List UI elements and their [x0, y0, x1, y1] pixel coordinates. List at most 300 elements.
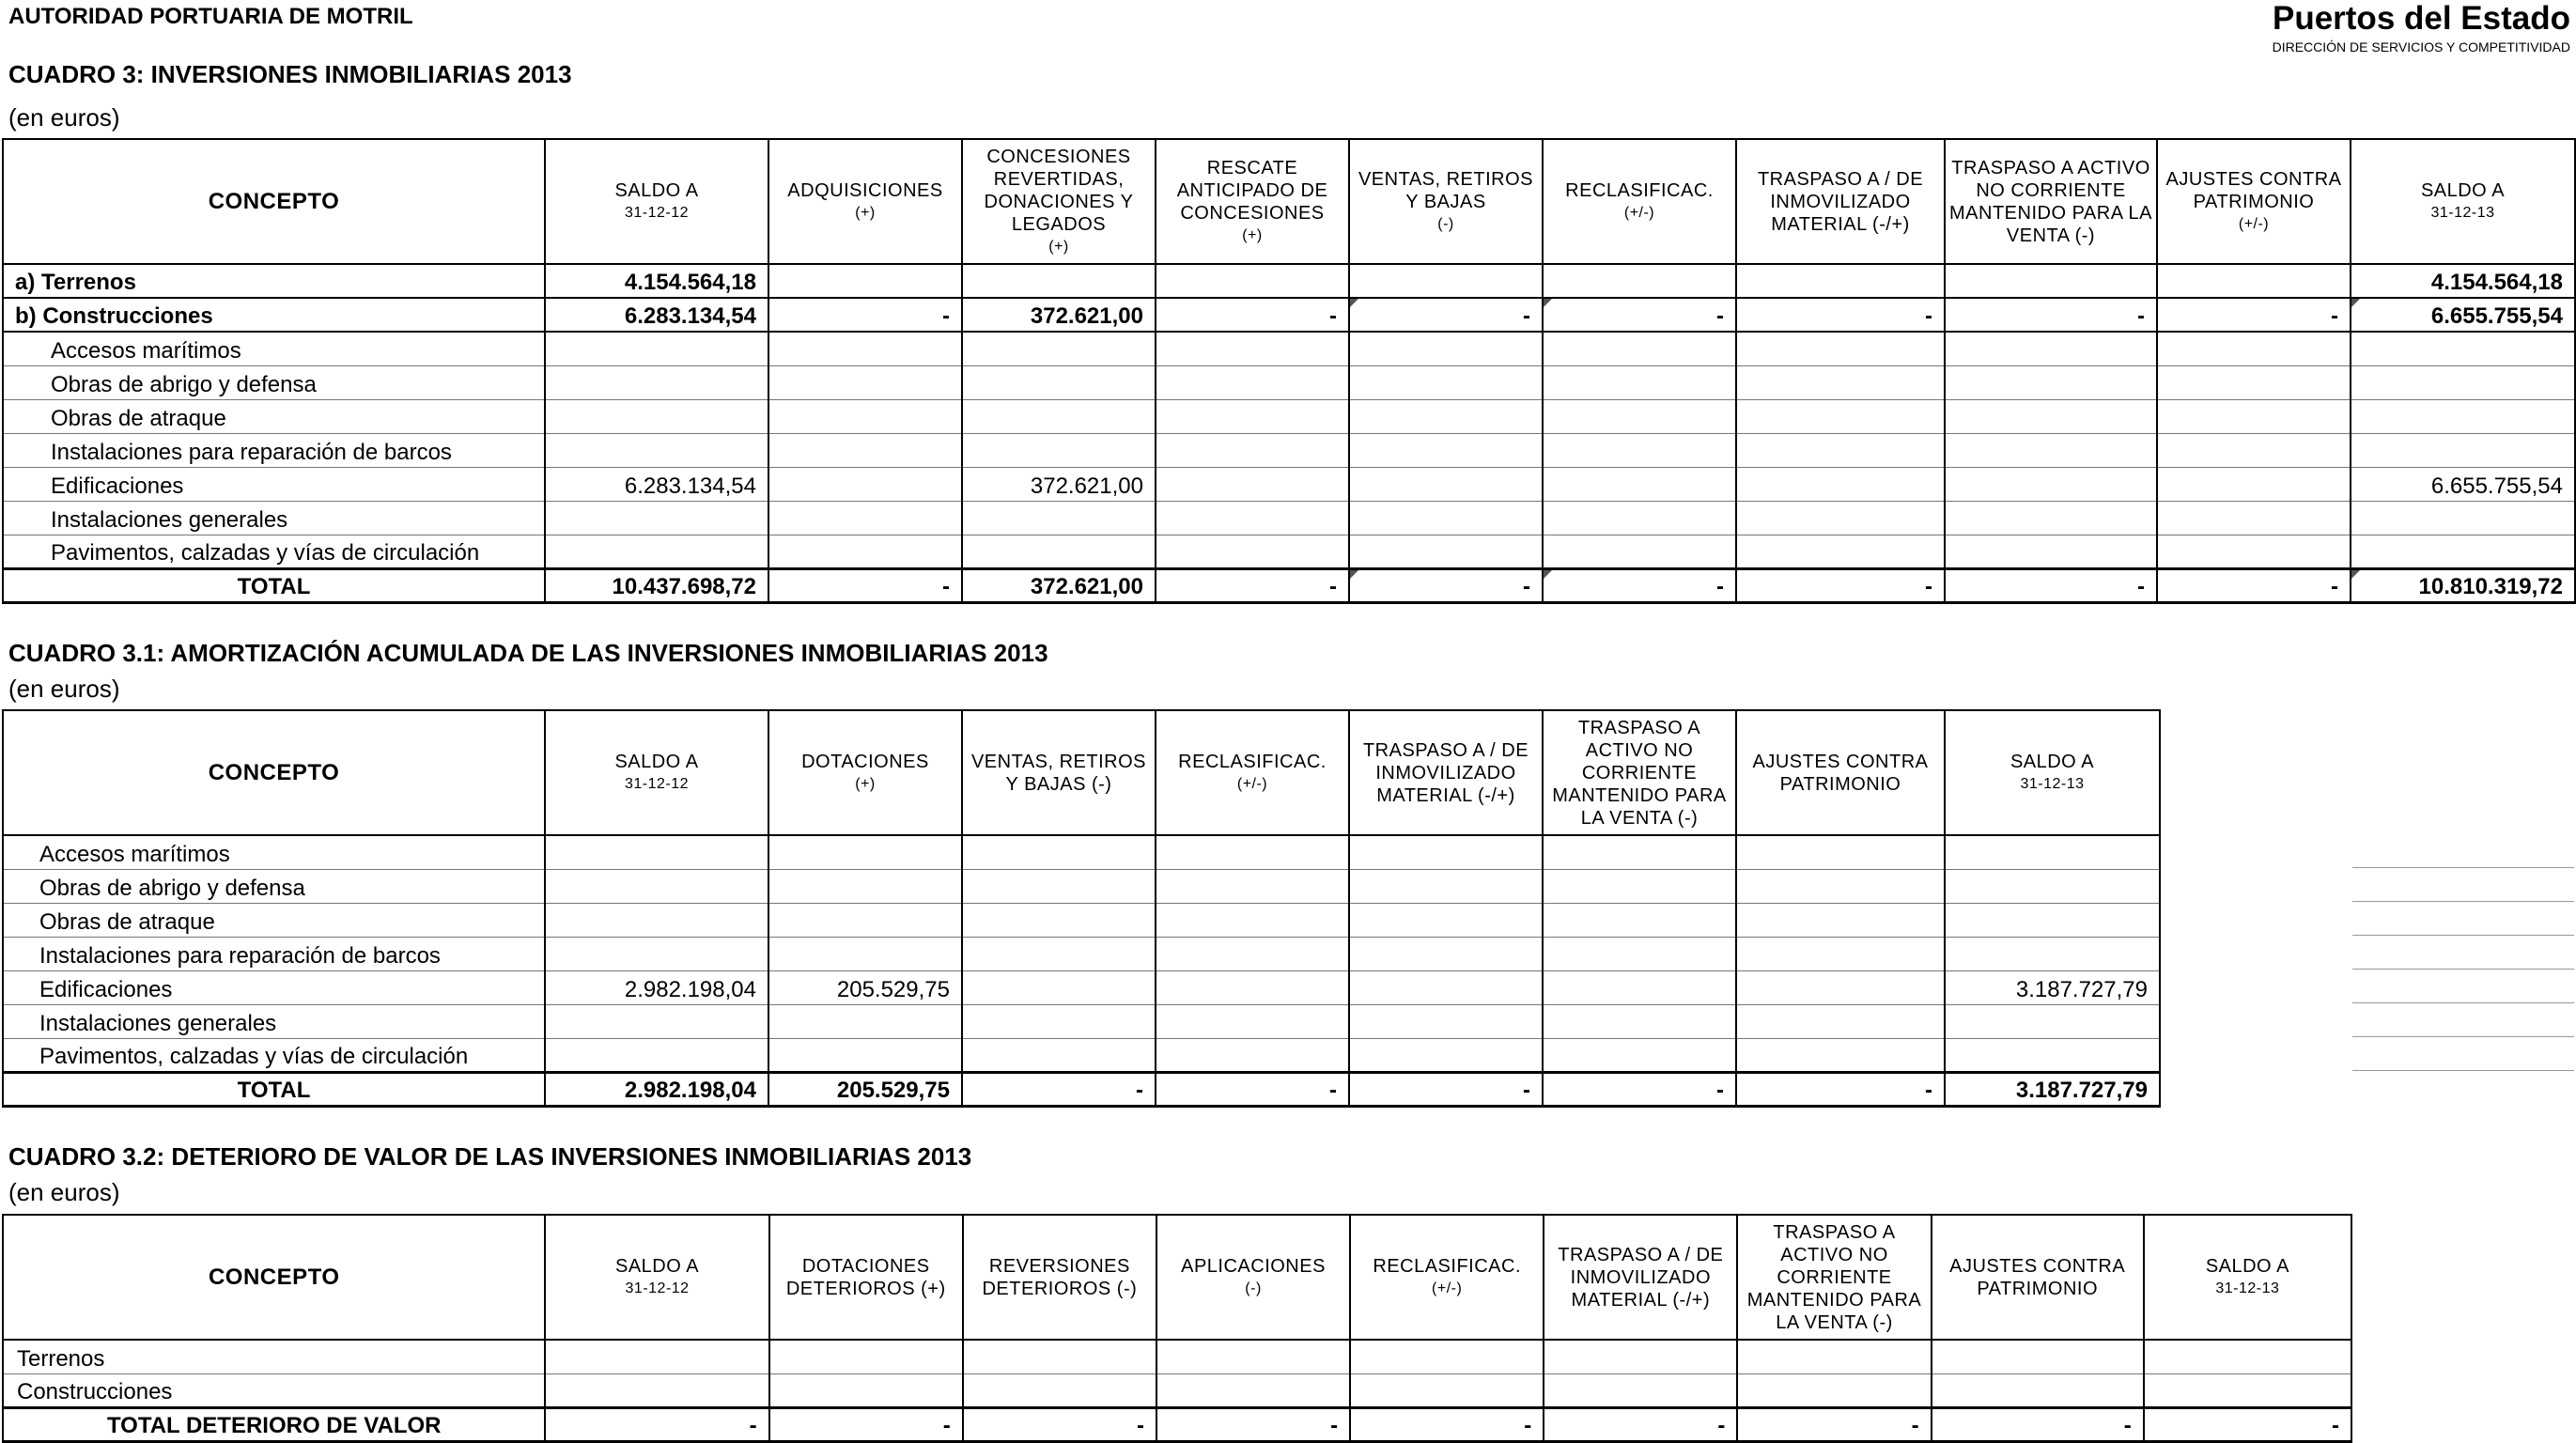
column-header-label: CONCEPTO [208, 188, 340, 214]
column-header [545, 139, 768, 264]
value-cell: - [768, 568, 962, 602]
value-cell [1349, 869, 1543, 903]
value-cell [1543, 467, 1736, 501]
value-cell [1543, 835, 1736, 869]
value-cell: - [1543, 1072, 1736, 1106]
value-cell [545, 835, 768, 869]
value-cell [1945, 264, 2157, 298]
value-cell [1945, 869, 2160, 903]
value-cell: - [1349, 298, 1543, 332]
concept-cell: Instalaciones para reparación de barcos [3, 937, 545, 970]
value-cell [962, 399, 1156, 433]
column-header [1736, 139, 1945, 264]
value-cell [2351, 399, 2575, 433]
value-cell [768, 869, 962, 903]
cuadro3-units: (en euros) [8, 103, 120, 132]
value-cell [2351, 501, 2575, 535]
value-cell [1156, 835, 1349, 869]
table-row [3, 903, 2160, 937]
value-cell [768, 501, 962, 535]
value-cell [545, 903, 768, 937]
value-cell [1350, 1373, 1544, 1407]
table-row [3, 970, 2160, 1004]
value-cell [1736, 535, 1945, 568]
column-header-label: VENTAS, RETIROS Y BAJAS [1358, 168, 1534, 212]
table-row [3, 1373, 2351, 1407]
value-cell [1349, 365, 1543, 399]
concept-cell: a) Terrenos [3, 264, 545, 298]
column-header-label: VENTAS, RETIROS Y BAJAS (-) [970, 751, 1147, 795]
column-header-sign: 31-12-13 [2430, 204, 2495, 221]
value-cell [545, 433, 768, 467]
column-header-label: RECLASIFICAC. [1565, 179, 1714, 201]
value-cell [1736, 365, 1945, 399]
value-cell [1156, 399, 1349, 433]
concept-cell: TOTAL [3, 568, 545, 602]
value-cell: - [962, 1072, 1156, 1106]
value-cell [1945, 501, 2157, 535]
value-cell [1736, 399, 1945, 433]
value-cell [1543, 501, 1736, 535]
value-cell [1543, 1004, 1736, 1038]
value-cell [1736, 835, 1945, 869]
value-cell: - [545, 1407, 768, 1441]
value-cell [2157, 332, 2351, 365]
value-cell [962, 1038, 1156, 1072]
value-cell [1349, 264, 1543, 298]
column-header [962, 139, 1156, 264]
column-header [1543, 710, 1736, 835]
total-row [3, 568, 2575, 602]
value-cell: - [768, 298, 962, 332]
value-cell: 10.437.698,72 [545, 568, 768, 602]
column-header [3, 710, 545, 835]
value-cell [1736, 501, 1945, 535]
column-header [1945, 139, 2157, 264]
value-cell [545, 1038, 768, 1072]
column-header-sign: (+) [1242, 226, 1263, 243]
column-header [2157, 139, 2351, 264]
value-cell [1945, 399, 2157, 433]
total-row [3, 1072, 2160, 1106]
value-cell [1736, 433, 1945, 467]
value-cell [1156, 332, 1349, 365]
column-header-label: CONCESIONES REVERTIDAS, DONACIONES Y LEGADOS [984, 146, 1134, 235]
column-header [1736, 710, 1945, 835]
column-header [2351, 139, 2575, 264]
value-cell [962, 1004, 1156, 1038]
table-row [3, 433, 2575, 467]
value-cell: - [1543, 568, 1736, 602]
value-cell [1349, 501, 1543, 535]
column-header-label: TRASPASO A / DE INMOVILIZADO MATERIAL (-/+) [1558, 1244, 1724, 1311]
column-header-label: SALDO A [2420, 179, 2506, 201]
value-cell [768, 332, 962, 365]
brand-logo-text: Puertos del Estado [2272, 0, 2570, 37]
column-header-label: TRASPASO A ACTIVO NO CORRIENTE MANTENIDO PARA LA VENTA (-) [1746, 1221, 1922, 1333]
brand-subtitle: DIRECCIÓN DE SERVICIOS Y COMPETITIVIDAD [2272, 39, 2570, 54]
column-header-label: AJUSTES CONTRA PATRIMONIO [1752, 751, 1929, 795]
value-cell: - [2144, 1407, 2351, 1441]
value-cell [1156, 903, 1349, 937]
value-cell [1156, 264, 1349, 298]
value-cell [545, 1004, 768, 1038]
header-row [3, 1215, 2351, 1340]
concept-cell: Edificaciones [3, 467, 545, 501]
column-header-label: DOTACIONES DETERIOROS (+) [785, 1255, 946, 1299]
value-cell: 6.283.134,54 [545, 467, 768, 501]
value-cell: - [1544, 1407, 1737, 1441]
value-cell [1945, 535, 2157, 568]
column-header [962, 710, 1156, 835]
column-header-sign: (+) [1048, 238, 1069, 255]
table-row [3, 1004, 2160, 1038]
column-header-label: SALDO A [614, 751, 699, 772]
value-cell [2144, 1340, 2351, 1373]
column-header-label: TRASPASO A / DE INMOVILIZADO MATERIAL (-/+) [1757, 168, 1924, 235]
table-row [3, 365, 2575, 399]
column-header [1945, 710, 2160, 835]
value-cell [545, 869, 768, 903]
value-cell [1349, 467, 1543, 501]
table-row [3, 835, 2160, 869]
value-cell [545, 365, 768, 399]
value-cell [1543, 332, 1736, 365]
column-header-sign: 31-12-12 [625, 1280, 690, 1296]
value-cell [545, 332, 768, 365]
value-cell [962, 332, 1156, 365]
value-cell: - [769, 1407, 963, 1441]
value-cell [1156, 467, 1349, 501]
column-header-label: RESCATE ANTICIPADO DE CONCESIONES [1176, 157, 1328, 224]
value-cell: 6.655.755,54 [2351, 298, 2575, 332]
value-cell [962, 501, 1156, 535]
value-cell [768, 467, 962, 501]
value-cell: - [1945, 298, 2157, 332]
value-cell [1156, 869, 1349, 903]
value-cell [1349, 1038, 1543, 1072]
concept-cell: Edificaciones [3, 970, 545, 1004]
value-cell: 4.154.564,18 [2351, 264, 2575, 298]
value-cell: - [1156, 568, 1349, 602]
value-cell [768, 365, 962, 399]
value-cell: 6.283.134,54 [545, 298, 768, 332]
value-cell [1349, 535, 1543, 568]
column-header [545, 710, 768, 835]
table-row [3, 332, 2575, 365]
value-cell [1543, 869, 1736, 903]
value-cell [962, 535, 1156, 568]
concept-cell: Instalaciones para reparación de barcos [3, 433, 545, 467]
column-header-label: SALDO A [614, 1255, 700, 1277]
column-header-label: CONCEPTO [208, 1264, 340, 1290]
column-header [1349, 139, 1543, 264]
value-cell [545, 937, 768, 970]
value-cell [963, 1373, 1156, 1407]
value-cell [1349, 332, 1543, 365]
value-cell: 2.982.198,04 [545, 1072, 768, 1106]
value-cell [962, 264, 1156, 298]
header-row [3, 139, 2575, 264]
value-cell: 372.621,00 [962, 568, 1156, 602]
value-cell [768, 1038, 962, 1072]
concept-cell: TOTAL [3, 1072, 545, 1106]
value-cell: - [963, 1407, 1156, 1441]
value-cell [1349, 399, 1543, 433]
cuadro3-title: CUADRO 3: INVERSIONES INMOBILIARIAS 2013 [8, 60, 572, 88]
value-cell [768, 399, 962, 433]
value-cell [2351, 365, 2575, 399]
column-header-label: DOTACIONES [801, 751, 929, 772]
value-cell: 4.154.564,18 [545, 264, 768, 298]
value-cell [1349, 903, 1543, 937]
column-header-label: AJUSTES CONTRA PATRIMONIO [2165, 168, 2342, 212]
concept-cell: Instalaciones generales [3, 1004, 545, 1038]
value-cell [1945, 332, 2157, 365]
table-row [3, 467, 2575, 501]
value-cell [1156, 970, 1349, 1004]
column-header [1156, 139, 1349, 264]
column-header-sign: 31-12-13 [2215, 1280, 2280, 1296]
value-cell: 3.187.727,79 [1945, 970, 2160, 1004]
column-header [963, 1215, 1156, 1340]
value-cell [1349, 1004, 1543, 1038]
value-cell [1544, 1373, 1737, 1407]
value-cell [1736, 1004, 1945, 1038]
column-header-sign: (-) [1245, 1280, 1262, 1296]
value-cell [2157, 433, 2351, 467]
value-cell [1543, 399, 1736, 433]
cuadro31-units: (en euros) [8, 675, 120, 703]
value-cell [1349, 433, 1543, 467]
value-cell [1737, 1340, 1931, 1373]
value-cell: - [1156, 298, 1349, 332]
value-cell [2351, 535, 2575, 568]
value-cell [545, 1373, 768, 1407]
value-cell [962, 970, 1156, 1004]
value-cell [2157, 264, 2351, 298]
value-cell: - [2157, 568, 2351, 602]
value-cell [1945, 1004, 2160, 1038]
value-cell [963, 1340, 1156, 1373]
value-cell: 372.621,00 [962, 298, 1156, 332]
value-cell: 10.810.319,72 [2351, 568, 2575, 602]
column-header [1349, 710, 1543, 835]
value-cell: - [1349, 568, 1543, 602]
value-cell [1349, 970, 1543, 1004]
value-cell [768, 835, 962, 869]
concept-cell: Obras de atraque [3, 399, 545, 433]
column-header-label: SALDO A [614, 179, 699, 201]
column-header-label: SALDO A [2010, 751, 2095, 772]
column-header-label: APLICACIONES [1181, 1255, 1326, 1277]
cuadro31-title: CUADRO 3.1: AMORTIZACIÓN ACUMULADA DE LAS INVERSIONES INMOBILIARIAS 2013 [8, 639, 1048, 667]
value-cell: - [1349, 1072, 1543, 1106]
value-cell [1736, 1038, 1945, 1072]
value-cell [2157, 399, 2351, 433]
value-cell [1736, 903, 1945, 937]
concept-cell: Accesos marítimos [3, 835, 545, 869]
value-cell [1736, 264, 1945, 298]
value-cell [1945, 365, 2157, 399]
value-cell [545, 399, 768, 433]
value-cell: - [1350, 1407, 1544, 1441]
value-cell [1543, 1038, 1736, 1072]
table-row [3, 1340, 2351, 1373]
value-cell [2351, 433, 2575, 467]
table-row [3, 298, 2575, 332]
value-cell: 2.982.198,04 [545, 970, 768, 1004]
header-row [3, 710, 2160, 835]
value-cell [2157, 467, 2351, 501]
organization-name: AUTORIDAD PORTUARIA DE MOTRIL [8, 4, 413, 29]
column-header [1543, 139, 1736, 264]
column-header [1156, 710, 1349, 835]
column-header-label: TRASPASO A ACTIVO NO CORRIENTE MANTENIDO PARA LA VENTA (-) [1949, 157, 2152, 246]
concept-cell: Pavimentos, calzadas y vías de circulación [3, 1038, 545, 1072]
table-row [3, 501, 2575, 535]
value-cell: 6.655.755,54 [2351, 467, 2575, 501]
column-header-sign: (+) [855, 775, 876, 792]
value-cell [769, 1373, 963, 1407]
value-cell [545, 535, 768, 568]
column-header [545, 1215, 768, 1340]
value-cell [1156, 365, 1349, 399]
column-header [1156, 1215, 1350, 1340]
cuadro3-table [2, 138, 2576, 604]
value-cell [1543, 903, 1736, 937]
value-cell [962, 433, 1156, 467]
concept-cell: Accesos marítimos [3, 332, 545, 365]
value-cell [1156, 1004, 1349, 1038]
value-cell [1156, 1373, 1350, 1407]
value-cell [1945, 1038, 2160, 1072]
value-cell [768, 1004, 962, 1038]
value-cell: - [1736, 298, 1945, 332]
value-cell [768, 937, 962, 970]
value-cell [1736, 467, 1945, 501]
column-header-sign: (+/-) [2238, 215, 2270, 232]
value-cell [545, 501, 768, 535]
value-cell: - [1737, 1407, 1931, 1441]
value-cell: - [1156, 1407, 1350, 1441]
column-header-label: TRASPASO A ACTIVO NO CORRIENTE MANTENIDO PARA LA VENTA (-) [1552, 717, 1727, 829]
value-cell: 205.529,75 [768, 970, 962, 1004]
column-header-sign: (+/-) [1236, 775, 1268, 792]
column-header-label: AJUSTES CONTRA PATRIMONIO [1949, 1255, 2126, 1299]
value-cell [1156, 1340, 1350, 1373]
value-cell [1156, 535, 1349, 568]
table-row [3, 1038, 2160, 1072]
column-header [768, 139, 962, 264]
column-header [3, 139, 545, 264]
table-row [3, 869, 2160, 903]
column-header-label: ADQUISICIONES [787, 179, 943, 201]
value-cell [1156, 433, 1349, 467]
value-cell [962, 937, 1156, 970]
value-cell: - [1736, 568, 1945, 602]
value-cell [1543, 264, 1736, 298]
value-cell [1945, 433, 2157, 467]
concept-cell: Construcciones [3, 1373, 545, 1407]
column-header-sign: (+/-) [1623, 204, 1655, 221]
value-cell [1543, 970, 1736, 1004]
value-cell [1349, 937, 1543, 970]
value-cell [1932, 1373, 2144, 1407]
column-header [769, 1215, 963, 1340]
value-cell [1736, 869, 1945, 903]
value-cell [1543, 433, 1736, 467]
column-header-sign: (+/-) [1432, 1280, 1463, 1296]
value-cell [768, 264, 962, 298]
concept-cell: Pavimentos, calzadas y vías de circulación [3, 535, 545, 568]
value-cell [1543, 535, 1736, 568]
value-cell [1945, 903, 2160, 937]
concept-cell: Obras de atraque [3, 903, 545, 937]
value-cell [1156, 501, 1349, 535]
column-header [1737, 1215, 1931, 1340]
value-cell [1544, 1340, 1737, 1373]
column-header-sign: 31-12-13 [2020, 775, 2085, 792]
concept-cell: Obras de abrigo y defensa [3, 365, 545, 399]
value-cell [1736, 970, 1945, 1004]
column-header [3, 1215, 545, 1340]
value-cell: 205.529,75 [768, 1072, 962, 1106]
table-row [3, 535, 2575, 568]
value-cell [962, 365, 1156, 399]
value-cell [768, 433, 962, 467]
column-header-label: SALDO A [2205, 1255, 2289, 1277]
column-header-label: RECLASIFICAC. [1178, 751, 1327, 772]
cuadro32-units: (en euros) [8, 1178, 120, 1206]
value-cell: - [2157, 298, 2351, 332]
value-cell [1543, 937, 1736, 970]
column-header-sign: (-) [1437, 215, 1454, 232]
column-header [1932, 1215, 2144, 1340]
table-row [3, 937, 2160, 970]
column-header-sign: 31-12-12 [624, 204, 690, 221]
concept-cell: Terrenos [3, 1340, 545, 1373]
value-cell [1945, 467, 2157, 501]
value-cell [545, 1340, 768, 1373]
value-cell [2157, 535, 2351, 568]
concept-cell: Instalaciones generales [3, 501, 545, 535]
column-header-sign: (+) [855, 204, 876, 221]
table-row [3, 264, 2575, 298]
column-header-label: TRASPASO A / DE INMOVILIZADO MATERIAL (-/+) [1362, 739, 1529, 806]
value-cell [962, 903, 1156, 937]
concept-cell: Obras de abrigo y defensa [3, 869, 545, 903]
value-cell: - [1932, 1407, 2144, 1441]
value-cell [2351, 332, 2575, 365]
column-header-label: CONCEPTO [208, 759, 340, 785]
value-cell [1945, 937, 2160, 970]
value-cell [768, 903, 962, 937]
value-cell [1349, 835, 1543, 869]
cuadro32-table [2, 1214, 2352, 1443]
column-header [1350, 1215, 1544, 1340]
total-row [3, 1407, 2351, 1441]
value-cell [962, 869, 1156, 903]
value-cell [1156, 937, 1349, 970]
value-cell [1737, 1373, 1931, 1407]
column-header-label: REVERSIONES DETERIOROS (-) [982, 1255, 1138, 1299]
value-cell [1156, 1038, 1349, 1072]
value-cell [2157, 501, 2351, 535]
column-header-label: RECLASIFICAC. [1373, 1255, 1522, 1277]
value-cell [1736, 937, 1945, 970]
value-cell [1736, 332, 1945, 365]
